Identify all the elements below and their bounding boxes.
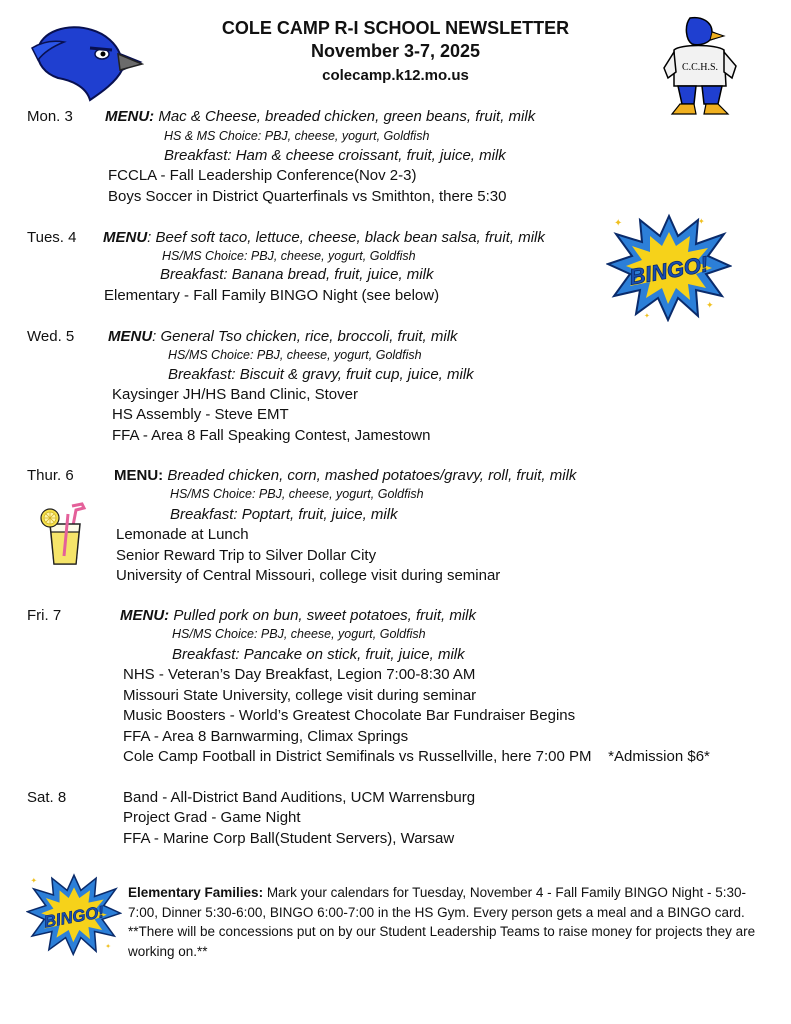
event-friday-4: FFA - Area 8 Barnwarming, Climax Springs bbox=[123, 728, 409, 745]
event-monday-2: Boys Soccer in District Quarterfinals vs Smithton, there 5:30 bbox=[108, 188, 507, 205]
choice-line-wednesday: HS/MS Choice: PBJ, cheese, yogurt, Goldfish bbox=[168, 348, 422, 362]
menu-line-monday bbox=[105, 108, 535, 125]
bingo-burst-small-text: BINGO! bbox=[42, 902, 106, 932]
star-icon: ✦ bbox=[698, 217, 705, 226]
day-label-thursday: Thur. 6 bbox=[27, 467, 74, 484]
choice-line-monday: HS & MS Choice: PBJ, cheese, yogurt, Goldfish bbox=[164, 129, 430, 143]
event-thursday-1: Lemonade at Lunch bbox=[116, 526, 249, 543]
elementary-families-note bbox=[128, 883, 768, 961]
menu-line-friday bbox=[120, 607, 476, 624]
event-wednesday-1: Kaysinger JH/HS Band Clinic, Stover bbox=[112, 386, 358, 403]
menu-label: MENU: bbox=[114, 467, 164, 484]
menu-line-thursday bbox=[114, 467, 576, 484]
event-friday-1: NHS - Veteran’s Day Breakfast, Legion 7:00-8:30 AM bbox=[123, 666, 476, 683]
event-thursday-2: Senior Reward Trip to Silver Dollar City bbox=[116, 547, 377, 564]
event-friday-5: Cole Camp Football in District Semifinals vs Russellville, here 7:00 PM *Admission $6* bbox=[123, 748, 710, 765]
menu-label: MENU bbox=[108, 328, 153, 345]
newsletter-dates: November 3-7, 2025 bbox=[310, 41, 481, 61]
choice-line-thursday: HS/MS Choice: PBJ, cheese, yogurt, Goldfish bbox=[170, 487, 424, 501]
menu-line-wednesday bbox=[108, 328, 458, 345]
event-friday-2: Missouri State University, college visit during seminar bbox=[123, 687, 477, 704]
event-friday-3: Music Boosters - World’s Greatest Chocolate Bar Fundraiser Begins bbox=[123, 707, 576, 724]
menu-items: Breaded chicken, corn, mashed potatoes/gravy, roll, fruit, milk bbox=[167, 467, 577, 484]
footer-text: Mark your calendars for Tuesday, November 4 - Fall Family BINGO Night - 5:30-7:00, Dinner 5:30-6:00, BINGO 6:00-7:00 in the HS Gym. Every person gets a meal and a BINGO card. **There will be concessions put on by our Student Leadership Teams to raise money for projects they are working on.** bbox=[128, 885, 756, 959]
star-icon: ✦ bbox=[706, 300, 714, 310]
event-tuesday-1: Elementary - Fall Family BINGO Night (see below) bbox=[104, 287, 440, 304]
star-icon: ✦ bbox=[644, 313, 650, 320]
menu-items: : General Tso chicken, rice, broccoli, fruit, milk bbox=[152, 328, 458, 345]
day-label-friday: Fri. 7 bbox=[27, 607, 62, 624]
day-label-wednesday: Wed. 5 bbox=[27, 328, 75, 345]
star-icon: ✦ bbox=[30, 875, 37, 885]
bingo-burst-small-icon bbox=[26, 870, 122, 958]
school-website: colecamp.k12.mo.us bbox=[322, 67, 469, 84]
star-icon: ✦ bbox=[614, 218, 623, 229]
day-label-tuesday: Tues. 4 bbox=[27, 229, 77, 246]
star-icon: ✦ bbox=[105, 943, 111, 951]
menu-label: MENU: bbox=[120, 607, 170, 624]
event-saturday-3: FFA - Marine Corp Ball(Student Servers), Warsaw bbox=[123, 830, 455, 847]
day-label-saturday: Sat. 8 bbox=[27, 789, 67, 806]
choice-line-friday: HS/MS Choice: PBJ, cheese, yogurt, Goldfish bbox=[172, 627, 426, 641]
event-monday-1: FCCLA - Fall Leadership Conference(Nov 2-3) bbox=[108, 167, 417, 184]
menu-label: MENU bbox=[103, 229, 148, 246]
menu-label: MENU: bbox=[105, 108, 155, 125]
breakfast-line-friday: Breakfast: Pancake on stick, fruit, juice, milk bbox=[172, 646, 465, 663]
menu-items: Pulled pork on bun, sweet potatoes, fruit, milk bbox=[173, 607, 477, 624]
event-saturday-2: Project Grad - Game Night bbox=[123, 809, 301, 826]
footer-label: Elementary Families: bbox=[128, 885, 264, 900]
menu-line-tuesday bbox=[103, 229, 545, 246]
event-wednesday-2: HS Assembly - Steve EMT bbox=[112, 406, 289, 423]
day-label-monday: Mon. 3 bbox=[27, 108, 73, 125]
event-thursday-3: University of Central Missouri, college visit during seminar bbox=[116, 567, 501, 584]
breakfast-line-tuesday: Breakfast: Banana bread, fruit, juice, milk bbox=[160, 266, 434, 283]
lemonade-glass-icon bbox=[38, 502, 90, 568]
bingo-burst-text: BINGO! bbox=[627, 251, 711, 290]
breakfast-line-wednesday: Breakfast: Biscuit & gravy, fruit cup, juice, milk bbox=[168, 366, 474, 383]
event-saturday-1: Band - All-District Band Auditions, UCM Warrensburg bbox=[123, 789, 476, 806]
menu-items: : Beef soft taco, lettuce, cheese, black bean salsa, fruit, milk bbox=[147, 229, 545, 246]
breakfast-line-monday: Breakfast: Ham & cheese croissant, fruit, juice, milk bbox=[164, 147, 506, 164]
newsletter-title: COLE CAMP R-I SCHOOL NEWSLETTER bbox=[221, 18, 570, 38]
event-wednesday-3: FFA - Area 8 Fall Speaking Contest, Jamestown bbox=[112, 427, 431, 444]
breakfast-line-thursday: Breakfast: Poptart, fruit, juice, milk bbox=[170, 506, 398, 523]
menu-items: Mac & Cheese, breaded chicken, green beans, fruit, milk bbox=[158, 108, 536, 125]
choice-line-tuesday: HS/MS Choice: PBJ, cheese, yogurt, Goldfish bbox=[162, 249, 416, 263]
mascot-shirt-text: C.C.H.S. bbox=[681, 62, 719, 73]
bingo-burst-icon bbox=[606, 212, 732, 322]
